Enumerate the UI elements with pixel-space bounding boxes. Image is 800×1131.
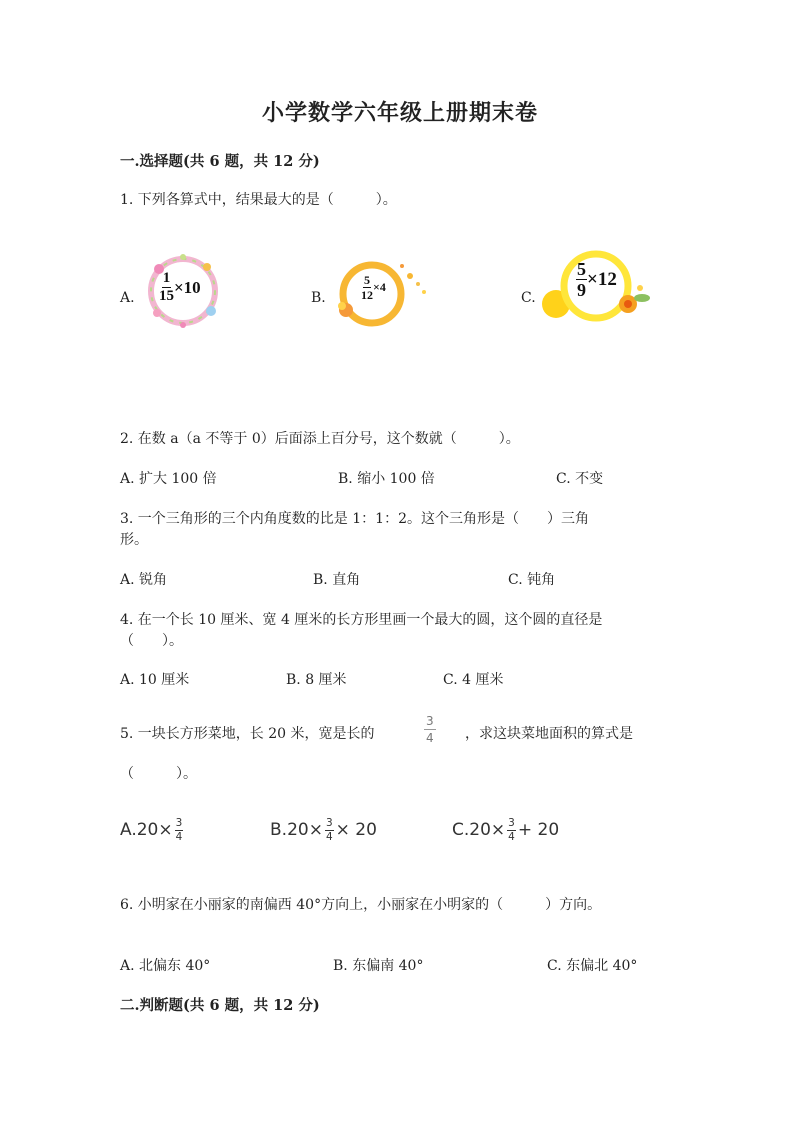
question-2-text: 2. 在数 a（a 不等于 0）后面添上百分号，这个数就（ ）。	[120, 431, 520, 447]
question-5-fraction	[424, 715, 436, 744]
option-5b[interactable]	[270, 818, 377, 842]
option-5a-label: A.	[120, 820, 137, 840]
option-1a-denominator: 15	[159, 288, 174, 304]
option-5c-label: C.	[452, 820, 470, 840]
option-1b-numerator: 5	[364, 273, 370, 287]
option-1c-numerator: 5	[577, 259, 586, 279]
question-5-text-line2: （ ）。	[120, 766, 197, 782]
option-5b-post: × 20	[335, 820, 377, 840]
option-5b-label: B.	[270, 820, 288, 840]
option-1a-numerator: 1	[162, 270, 171, 286]
option-5b-denominator: 4	[325, 830, 333, 843]
option-1c-label[interactable]: C.	[521, 290, 536, 306]
question-1-text: 1. 下列各算式中，结果最大的是（ ）。	[120, 192, 397, 208]
option-1b-label[interactable]: B.	[311, 290, 326, 306]
option-1b-denominator: 12	[361, 288, 373, 302]
option-1a-operator: ×10	[174, 277, 201, 297]
page-title: 小学数学六年级上册期末卷	[261, 100, 538, 126]
question-3-text-line2: 形。	[120, 532, 148, 548]
option-2a[interactable]: A. 扩大 100 倍	[120, 471, 217, 487]
option-5c-numerator: 3	[508, 817, 515, 829]
option-5c[interactable]	[452, 818, 559, 842]
option-2b[interactable]: B. 缩小 100 倍	[338, 471, 435, 487]
option-3c[interactable]: C. 钝角	[508, 572, 556, 588]
option-1a-wreath-image[interactable]	[145, 253, 221, 329]
option-1b-operator: ×4	[373, 280, 386, 294]
option-5c-denominator: 4	[508, 830, 515, 843]
question-5-fraction-numerator: 3	[426, 714, 434, 728]
option-1a-label[interactable]: A.	[120, 290, 135, 306]
question-4-text-line1: 4. 在一个长 10 厘米、宽 4 厘米的长方形里画一个最大的圆，这个圆的直径是	[120, 612, 603, 628]
option-5b-pre: 20×	[287, 820, 323, 840]
option-6a[interactable]: A. 北偏东 40°	[120, 958, 211, 974]
question-5-text-before: 5. 一块长方形菜地，长 20 米，宽是长的	[120, 726, 375, 742]
option-6c[interactable]: C. 东偏北 40°	[547, 958, 638, 974]
option-4a[interactable]: A. 10 厘米	[120, 672, 190, 688]
option-1c-operator: ×12	[587, 268, 617, 290]
question-5-fraction-denominator: 4	[426, 731, 434, 745]
option-6b[interactable]: B. 东偏南 40°	[333, 958, 424, 974]
option-5c-post: + 20	[517, 820, 560, 840]
option-5a[interactable]	[120, 818, 185, 842]
option-5a-pre: 20×	[136, 820, 173, 840]
section-heading-choice: 一.选择题(共 6 题，共 12 分)	[120, 153, 320, 170]
question-3-text-line1: 3. 一个三角形的三个内角度数的比是 1：1：2。这个三角形是（ ）三角	[120, 511, 589, 527]
option-3b[interactable]: B. 直角	[313, 572, 361, 588]
option-4c[interactable]: C. 4 厘米	[443, 672, 504, 688]
option-5b-numerator: 3	[325, 817, 333, 829]
option-4b[interactable]: B. 8 厘米	[286, 672, 347, 688]
question-5-text-after: ，求这块菜地面积的算式是	[465, 726, 633, 742]
option-1c-denominator: 9	[577, 280, 586, 300]
question-4-text-line2: （ ）。	[120, 633, 183, 649]
option-5a-numerator: 3	[175, 817, 183, 829]
option-5a-denominator: 4	[175, 830, 183, 843]
question-6-text: 6. 小明家在小丽家的南偏西 40°方向上，小丽家在小明家的（ ）方向。	[120, 897, 602, 913]
option-5c-pre: 20×	[469, 820, 506, 840]
option-3a[interactable]: A. 锐角	[120, 572, 168, 588]
option-1b-wreath-image[interactable]	[330, 258, 430, 328]
option-2c[interactable]: C. 不变	[556, 471, 604, 487]
option-1c-wreath-image[interactable]	[540, 248, 655, 328]
section-heading-judgement: 二.判断题(共 6 题，共 12 分)	[120, 997, 320, 1014]
